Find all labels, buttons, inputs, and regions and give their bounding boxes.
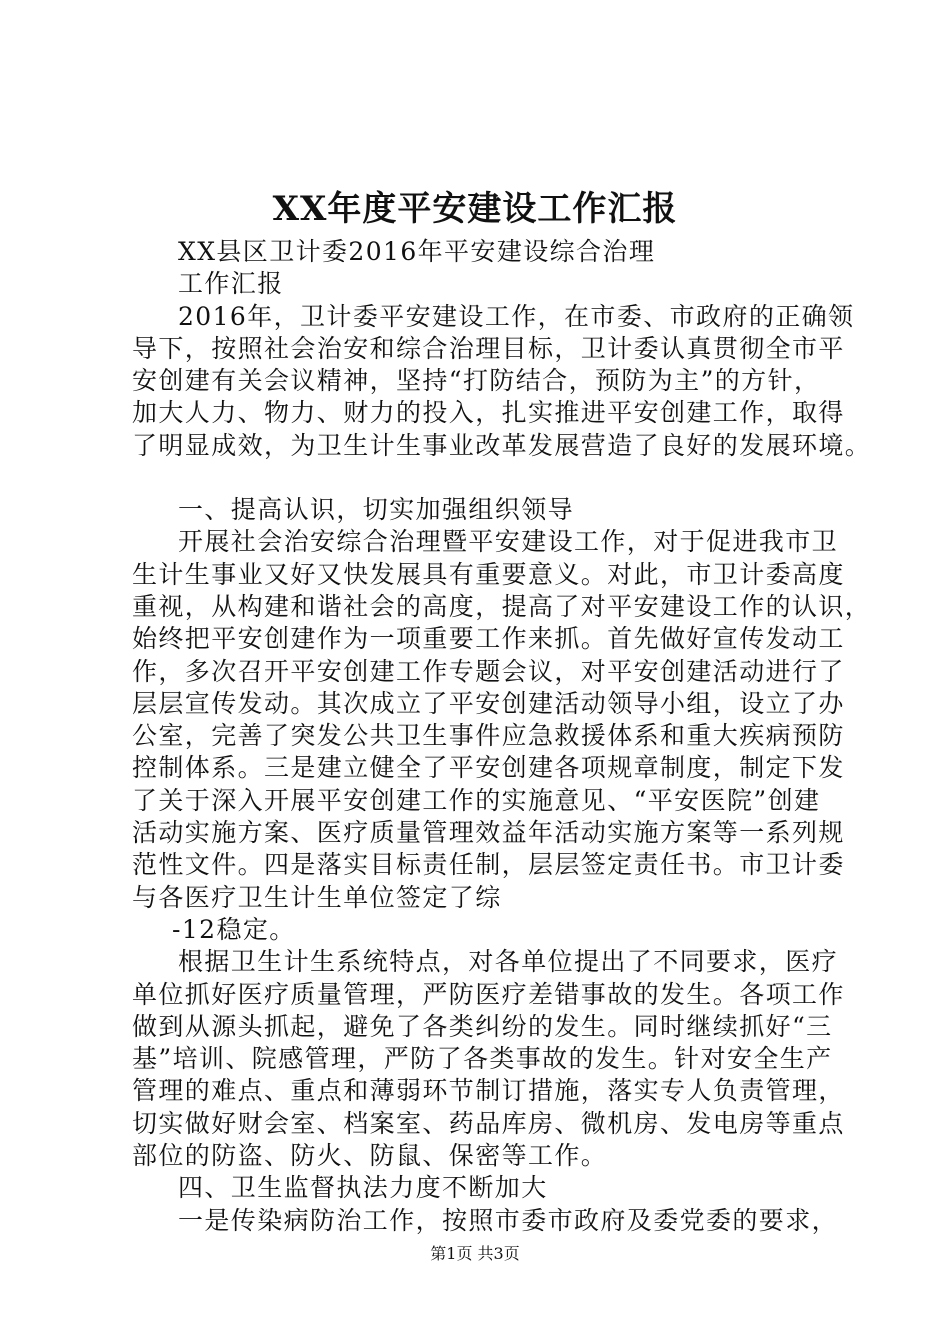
paragraph-line: 2016年，卫计委平安建设工作，在市委、市政府的正确领 xyxy=(178,301,855,331)
paragraph-line: 生计生事业又好又快发展具有重要意义。对此，市卫计委高度 xyxy=(132,559,845,589)
paragraph-line: 了明显成效，为卫生计生事业改革发展营造了良好的发展环境。 xyxy=(132,430,872,460)
paragraph-line: 范性文件。四是落实目标责任制，层层签定责任书。市卫计委 xyxy=(132,850,845,880)
paragraph-line: 了关于深入开展平安创建工作的实施意见、“平安医院”创建 xyxy=(132,785,821,815)
paragraph-line: 根据卫生计生系统特点，对各单位提出了不同要求，医疗 xyxy=(178,947,839,977)
section-heading: 四、卫生监督执法力度不断加大 xyxy=(178,1173,548,1203)
paragraph-line: 活动实施方案、医疗质量管理效益年活动实施方案等一系列规 xyxy=(132,818,845,848)
paragraph-line: 导下，按照社会治安和综合治理目标，卫计委认真贯彻全市平 xyxy=(132,333,845,363)
paragraph-line: 层层宣传发动。其次成立了平安创建活动领导小组，设立了办 xyxy=(132,688,845,718)
paragraph-line: 加大人力、物力、财力的投入，扎实推进平安创建工作，取得 xyxy=(132,398,845,428)
paragraph-line: 与各医疗卫生计生单位签定了综 xyxy=(132,882,502,912)
paragraph-line: 重视，从构建和谐社会的高度，提高了对平安建设工作的认识， xyxy=(132,591,872,621)
paragraph-line: 控制体系。三是建立健全了平安创建各项规章制度，制定下发 xyxy=(132,753,845,783)
paragraph-gap xyxy=(132,462,832,494)
paragraph-line: 安创建有关会议精神，坚持“打防结合，预防为主”的方针， xyxy=(132,366,821,396)
paragraph-line: 开展社会治安综合治理暨平安建设工作，对于促进我市卫 xyxy=(178,527,839,557)
paragraph-line: 切实做好财会室、档案室、药品库房、微机房、发电房等重点 xyxy=(132,1108,845,1138)
page-indicator: 第1页 共3页 xyxy=(430,1244,520,1263)
paragraph-line: 基”培训、院感管理，严防了各类事故的发生。针对安全生产 xyxy=(132,1044,833,1074)
subtitle-line: 工作汇报 xyxy=(178,269,284,299)
paragraph-line: 一是传染病防治工作，按照市委市政府及委党委的要求， xyxy=(178,1205,839,1235)
paragraph-line: 始终把平安创建作为一项重要工作来抓。首先做好宣传发动工 xyxy=(132,624,845,654)
paragraph-line: 公室，完善了突发公共卫生事件应急救援体系和重大疾病预防 xyxy=(132,721,845,751)
paragraph-line: 部位的防盗、防火、防鼠、保密等工作。 xyxy=(132,1141,608,1171)
paragraph-line: 单位抓好医疗质量管理，严防医疗差错事故的发生。各项工作 xyxy=(132,979,845,1009)
document-title: XX年度平安建设工作汇报 xyxy=(272,189,678,229)
paragraph-line: 作，多次召开平安创建工作专题会议，对平安创建活动进行了 xyxy=(132,656,845,686)
document-body xyxy=(132,236,872,1237)
subtitle-line: XX县区卫计委2016年平安建设综合治理 xyxy=(178,237,656,266)
paragraph-line: 管理的难点、重点和薄弱环节制订措施，落实专人负责管理， xyxy=(132,1076,845,1106)
section-heading: 一、提高认识，切实加强组织领导 xyxy=(178,495,575,525)
paragraph-line: 做到从源头抓起，避免了各类纠纷的发生。同时继续抓好“三 xyxy=(132,1011,833,1041)
fragment-line: -12稳定。 xyxy=(172,914,296,944)
